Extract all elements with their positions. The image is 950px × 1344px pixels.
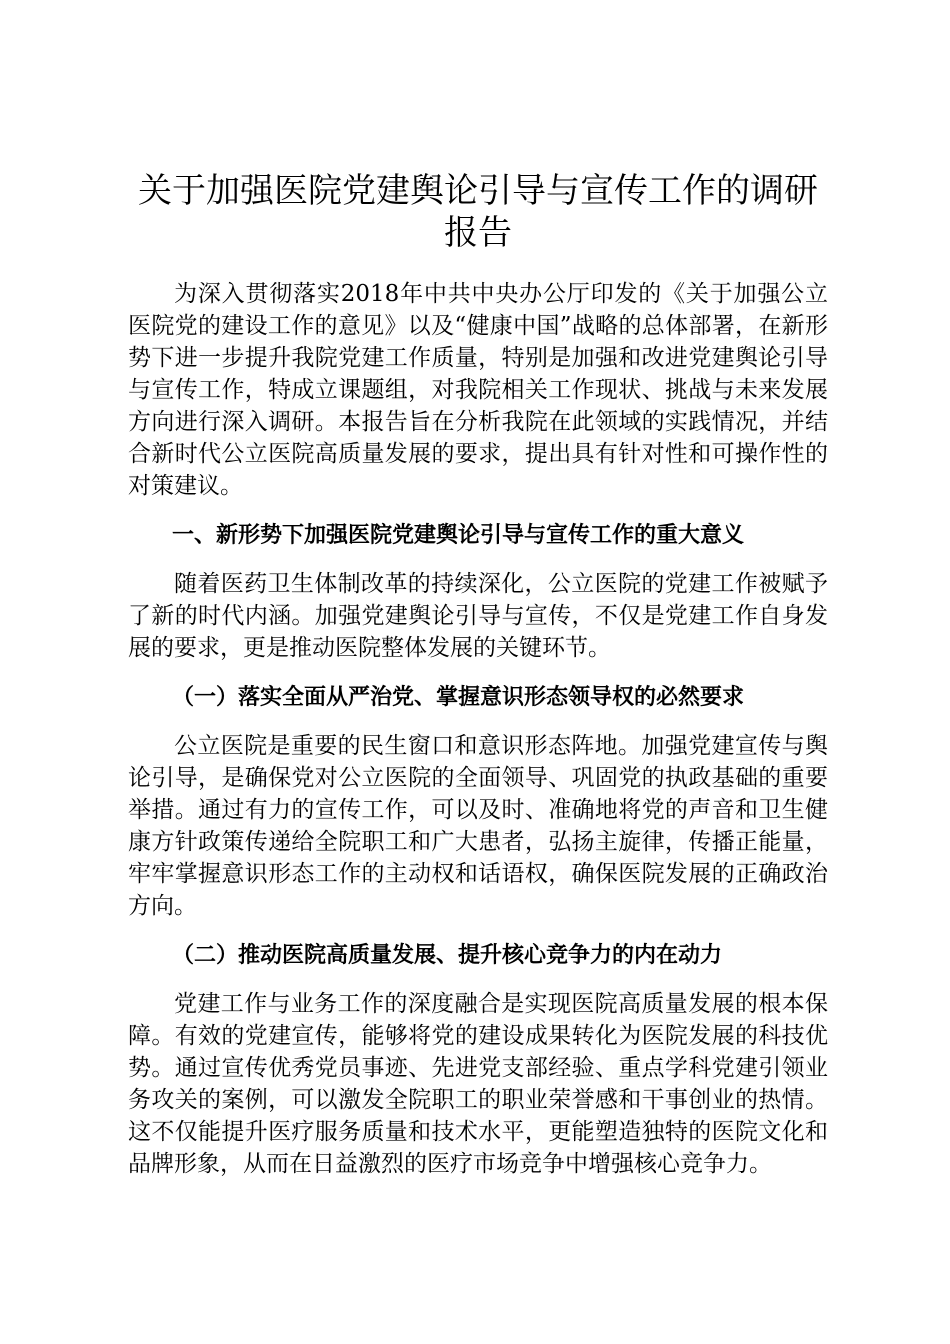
subsection-heading-2: （二）推动医院高质量发展、提升核心竞争力的内在动力 [172,943,723,968]
subsection-1-paragraph: 公立医院是重要的民生窗口和意识形态阵地。加强党建宣传与舆论引导，是确保党对公立医院的全面领导、巩固党的执政基础的重要举措。通过有力的宣传工作，可以及时、准确地将党的声音和卫生健康方针政策传递给全院职工和广大患者，弘扬主旋律，传播正能量，牢牢掌握意识形态工作的主动权和话语权，确保医院发展的正确政治方向。 [128,733,828,919]
section-1-paragraph: 随着医药卫生体制改革的持续深化，公立医院的党建工作被赋予了新的时代内涵。加强党建舆论引导与宣传，不仅是党建工作自身发展的要求，更是推动医院整体发展的关键环节。 [128,571,828,661]
subsection-2-paragraph: 党建工作与业务工作的深度融合是实现医院高质量发展的根本保障。有效的党建宣传，能够将党的建设成果转化为医院发展的科技优势。通过宣传优秀党员事迹、先进党支部经验、重点学科党建引领业务攻关的案例，可以激发全院职工的职业荣誉感和干事创业的热情。这不仅能提升医疗服务质量和技术水平，更能塑造独特的医院文化和品牌形象，从而在日益激烈的医疗市场竞争中增强核心竞争力。 [128,991,828,1177]
intro-paragraph: 为深入贯彻落实2018年中共中央办公厅印发的《关于加强公立医院党的建设工作的意见》以及“健康中国”战略的总体部署，在新形势下进一步提升我院党建工作质量，特别是加强和改进党建舆论引导与宣传工作，特成立课题组，对我院相关工作现状、挑战与未来发展方向进行深入调研。本报告旨在分析我院在此领域的实践情况，并结合新时代公立医院高质量发展的要求，提出具有针对性和可操作性的对策建议。 [128,281,828,499]
document-title: 关于加强医院党建舆论引导与宣传工作的调研报告 [138,171,818,253]
subsection-heading-1: （一）落实全面从严治党、掌握意识形态领导权的必然要求 [172,685,745,710]
document-body [128,170,828,1180]
section-heading-1: 一、新形势下加强医院党建舆论引导与宣传工作的重大意义 [172,523,745,548]
